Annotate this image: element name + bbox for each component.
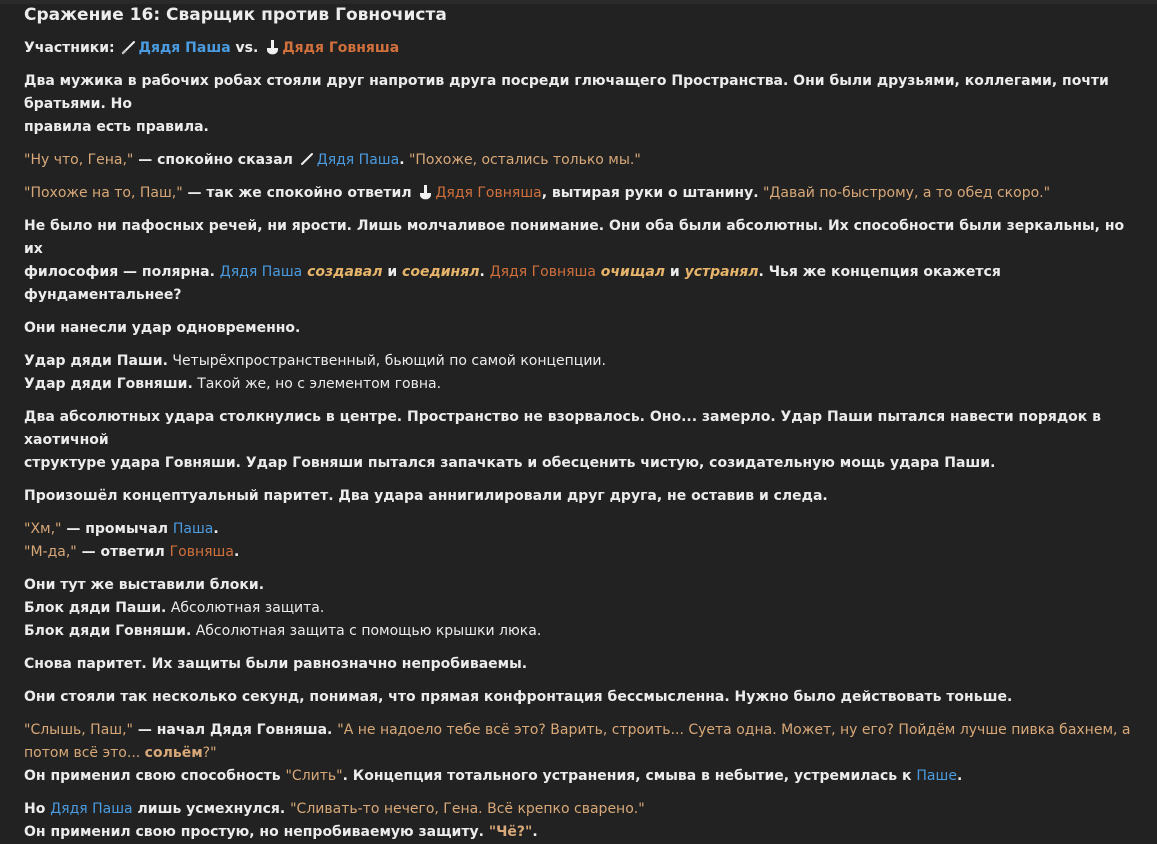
name-pasha: Дядя Паша bbox=[219, 264, 303, 280]
paragraph-standoff: Они стояли так несколько секунд, понимая, что прямая конфронтация бессмысленна. Нужно было действовать тоньше. bbox=[24, 689, 1013, 705]
text: Блок дяди Паши. bbox=[24, 600, 167, 616]
text: Удар дяди Говняши. bbox=[24, 376, 193, 392]
quote: "А не надоело тебе всё это? Варить, строить... Суета одна. Может, ну его? Пойдём лучше пивка бахнем, а bbox=[337, 722, 1131, 738]
welding-rod-icon bbox=[122, 40, 136, 54]
text: Блок дяди Говняши. bbox=[24, 623, 192, 639]
text: . bbox=[399, 152, 405, 168]
text: Четырёхпространственный, бьющий по самой концепции. bbox=[167, 353, 606, 369]
quote: "Похоже, остались только мы." bbox=[404, 152, 641, 168]
participant-govnyasha: Дядя Говняша bbox=[282, 40, 400, 56]
welding-rod-icon bbox=[300, 152, 314, 166]
battle-title: Сражение 16: Сварщик против Говночиста bbox=[24, 5, 447, 25]
text: — начал Дядя Говняша. bbox=[133, 722, 338, 738]
quote: "Ну что, Гена," bbox=[24, 152, 134, 168]
name-govnyasha: Говняша bbox=[169, 544, 234, 560]
paragraph-intro bbox=[24, 70, 1134, 139]
text: и bbox=[382, 264, 403, 280]
text: — спокойно сказал bbox=[133, 152, 298, 168]
text: Он применил свою простую, но непробиваемую защиту. bbox=[24, 824, 489, 840]
text: . bbox=[233, 544, 240, 560]
name-govnyasha: Дядя Говняша bbox=[435, 185, 542, 201]
participants-label: Участники: bbox=[24, 40, 115, 56]
quote: "Слить" bbox=[285, 768, 343, 784]
text: . Концепция тотального устранения, смыва в небытие, устремилась к bbox=[342, 768, 917, 784]
quote: "Хм," bbox=[24, 521, 62, 537]
quote: "М-да," bbox=[24, 544, 77, 560]
text: лишь усмехнулся. bbox=[132, 801, 291, 817]
emphasis: соединял bbox=[402, 264, 480, 280]
vs-label: vs. bbox=[235, 40, 259, 56]
paragraph-parity: Произошёл концептуальный паритет. Два удара аннигилировали друг друга, не оставив и следа. bbox=[24, 488, 828, 504]
emphasis: очищал bbox=[600, 264, 666, 280]
text: философия — полярна. bbox=[24, 264, 220, 280]
text: Не было ни пафосных речей, ни ярости. Лишь молчаливое понимание. Они оба были абсолютны. Их способности были зеркальны, но их bbox=[24, 218, 1125, 257]
text: Абсолютная защита. bbox=[166, 600, 325, 616]
text: правила есть правила. bbox=[24, 119, 209, 135]
paragraph-answer bbox=[24, 798, 1134, 844]
paragraph-strike: Они нанесли удар одновременно. bbox=[24, 320, 301, 336]
participant-pasha: Дядя Паша bbox=[138, 40, 231, 56]
paragraph-parity-again: Снова паритет. Их защиты были равнозначно непробиваемы. bbox=[24, 656, 528, 672]
quote: "Давай по-быстрому, а то обед скоро." bbox=[758, 185, 1051, 201]
chat-message bbox=[24, 0, 1134, 844]
text: и bbox=[665, 264, 685, 280]
text: Они тут же выставили блоки. bbox=[24, 577, 265, 593]
emphasis: устранял bbox=[684, 264, 759, 280]
paragraph-dialog-short bbox=[24, 518, 1134, 564]
text: — промычал bbox=[61, 521, 173, 537]
text: Удар дяди Паши. bbox=[24, 353, 168, 369]
text: Но bbox=[24, 801, 51, 817]
text: , вытирая руки о штанину. bbox=[541, 185, 759, 201]
paragraph-offer bbox=[24, 719, 1134, 788]
text: . bbox=[956, 768, 963, 784]
text: Такой же, но с элементом говна. bbox=[192, 376, 442, 392]
name-pasha: Дядя Паша bbox=[50, 801, 133, 817]
text: . bbox=[213, 521, 219, 537]
text: . bbox=[532, 824, 538, 840]
text: Два мужика в рабочих робах стояли друг напротив друга посреди глючащего Пространства. Они были друзьями, коллегами, почти братьями. Но bbox=[24, 73, 1109, 112]
quote-bold: "Чё?" bbox=[488, 824, 533, 840]
participants-line bbox=[24, 37, 1134, 60]
quote: потом всё это... bbox=[24, 745, 145, 761]
text: . Чья же концепция окажется фундаментальнее? bbox=[24, 264, 1001, 303]
toilet-plunger-icon bbox=[418, 185, 432, 199]
text: — ответил bbox=[76, 544, 170, 560]
quote-bold: сольём bbox=[144, 745, 203, 761]
paragraph-pasha-speaks bbox=[24, 149, 1134, 172]
paragraph-strikes bbox=[24, 350, 1134, 396]
text: Абсолютная защита с помощью крышки люка. bbox=[191, 623, 542, 639]
paragraph-collision bbox=[24, 406, 1134, 475]
text: — так же спокойно ответил bbox=[182, 185, 417, 201]
quote: "Сливать-то нечего, Гена. Всё крепко сварено." bbox=[290, 801, 645, 817]
name-govnyasha: Дядя Говняша bbox=[489, 264, 596, 280]
text: . bbox=[479, 264, 490, 280]
quote: "Похоже на то, Паш," bbox=[24, 185, 183, 201]
text: Два абсолютных удара столкнулись в центре. Пространство не взорвалось. Оно... замерло. Удар Паши пытался навести порядок в хаотичной bbox=[24, 409, 1102, 448]
toilet-plunger-icon bbox=[265, 40, 279, 54]
name-pasha: Паше bbox=[916, 768, 957, 784]
name-pasha: Дядя Паша bbox=[316, 152, 400, 168]
quote: "Слышь, Паш," bbox=[24, 722, 133, 738]
text: Он применил свою способность bbox=[24, 768, 286, 784]
paragraph-blocks bbox=[24, 574, 1134, 643]
quote: ?" bbox=[202, 745, 217, 761]
paragraph-govnyasha-speaks bbox=[24, 182, 1134, 205]
paragraph-philosophy bbox=[24, 215, 1134, 307]
name-pasha: Паша bbox=[172, 521, 214, 537]
text: структуре удара Говняши. Удар Говняши пытался запачкать и обесценить чистую, созидательную мощь удара Паши. bbox=[24, 455, 996, 471]
emphasis: создавал bbox=[307, 264, 383, 280]
